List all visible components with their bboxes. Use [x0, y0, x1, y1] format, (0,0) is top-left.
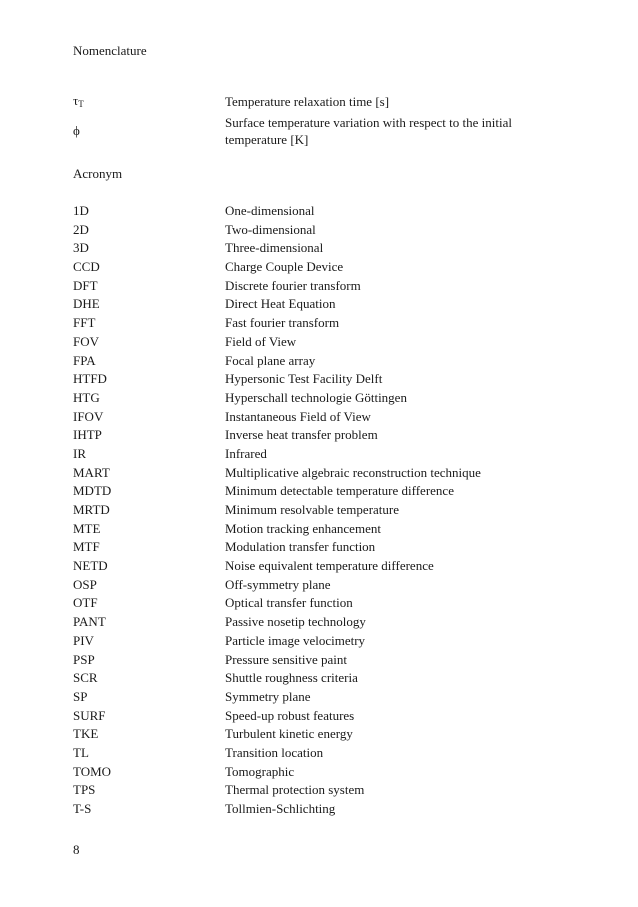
acronym-meaning: Hypersonic Test Facility Delft	[225, 371, 383, 387]
acronym-abbr: FFT	[73, 315, 96, 331]
acronym-abbr: NETD	[73, 558, 108, 574]
acronym-abbr: SURF	[73, 707, 106, 723]
acronym-row	[73, 277, 481, 296]
symbol-row	[73, 93, 553, 113]
acronym-row	[73, 520, 481, 539]
acronym-abbr: IHTP	[73, 427, 102, 443]
acronym-row	[73, 538, 481, 557]
acronym-row	[73, 800, 481, 819]
acronym-row	[73, 239, 481, 258]
acronym-abbr: MDTD	[73, 483, 112, 499]
acronym-meaning: Fast fourier transform	[225, 315, 340, 331]
acronym-row	[73, 501, 481, 520]
acronym-meaning: Instantaneous Field of View	[225, 408, 371, 424]
acronym-abbr: 3D	[73, 240, 89, 256]
acronym-meaning: Tollmien-Schlichting	[225, 801, 336, 816]
acronym-row	[73, 707, 481, 726]
acronym-meaning: One-dimensional	[225, 203, 315, 218]
acronym-meaning: Three-dimensional	[225, 240, 324, 256]
acronym-meaning: Thermal protection system	[225, 782, 365, 798]
acronym-abbr: PIV	[73, 632, 94, 648]
page-number: 8	[73, 842, 80, 857]
acronym-row	[73, 594, 481, 613]
acronym-abbr: MRTD	[73, 502, 110, 517]
symbol-phi: ϕ	[73, 123, 80, 138]
acronym-meaning: Hyperschall technologie Göttingen	[225, 389, 407, 405]
acronym-abbr: IR	[73, 445, 86, 461]
acronym-abbr: CCD	[73, 259, 100, 275]
acronym-abbr: 1D	[73, 203, 89, 218]
acronym-meaning: Multiplicative algebraic reconstruction technique	[225, 464, 481, 480]
acronym-row	[73, 295, 481, 314]
acronym-meaning: Minimum resolvable temperature	[225, 502, 400, 517]
acronym-row	[73, 613, 481, 632]
symbol-subscript: T	[78, 99, 84, 109]
acronym-abbr: SCR	[73, 670, 98, 686]
acronym-row	[73, 557, 481, 576]
acronym-abbr: MTF	[73, 539, 100, 555]
acronym-meaning: Particle image velocimetry	[225, 632, 366, 648]
acronym-meaning: Inverse heat transfer problem	[225, 427, 378, 443]
acronym-abbr: SP	[73, 688, 88, 704]
acronym-abbr: TPS	[73, 782, 96, 798]
acronym-meaning: Field of View	[225, 333, 297, 349]
acronym-abbr: FOV	[73, 333, 100, 349]
acronym-meaning: Shuttle roughness criteria	[225, 670, 358, 686]
acronym-row	[73, 669, 481, 688]
acronym-abbr: OSP	[73, 576, 97, 592]
acronym-meaning: Speed-up robust features	[225, 707, 355, 723]
acronym-row	[73, 333, 481, 352]
acronym-heading: Acronym	[73, 166, 123, 181]
acronym-row	[73, 482, 481, 501]
acronym-abbr: PSP	[73, 651, 95, 667]
acronym-row	[73, 781, 481, 800]
acronym-abbr: 2D	[73, 221, 89, 237]
acronym-row	[73, 763, 481, 782]
acronym-meaning: Passive nosetip technology	[225, 614, 366, 630]
acronym-abbr: TOMO	[73, 763, 112, 779]
acronym-row	[73, 688, 481, 707]
acronym-row	[73, 352, 481, 371]
acronym-list	[73, 202, 481, 819]
acronym-meaning: Direct Heat Equation	[225, 296, 336, 312]
symbol-row	[73, 114, 553, 148]
acronym-row	[73, 632, 481, 651]
acronym-row	[73, 258, 481, 277]
acronym-row	[73, 576, 481, 595]
acronym-meaning: Noise equivalent temperature difference	[225, 558, 434, 574]
acronym-meaning: Focal plane array	[225, 352, 316, 368]
symbol-definition: Surface temperature variation with respect to the initial temperature [K]	[225, 115, 512, 147]
acronym-row	[73, 725, 481, 744]
acronym-row	[73, 651, 481, 670]
acronym-row	[73, 426, 481, 445]
acronym-meaning: Off-symmetry plane	[225, 576, 331, 592]
acronym-abbr: MART	[73, 464, 110, 480]
symbol-tau	[73, 93, 84, 109]
acronym-row	[73, 389, 481, 408]
symbol-definition: Temperature relaxation time [s]	[225, 94, 390, 109]
acronym-meaning: Tomographic	[225, 763, 295, 779]
page-title: Nomenclature	[73, 43, 147, 58]
acronym-row	[73, 445, 481, 464]
acronym-abbr: DHE	[73, 296, 100, 312]
symbol-glyph: τ	[73, 93, 79, 108]
acronym-meaning: Charge Couple Device	[225, 259, 344, 275]
acronym-abbr: OTF	[73, 595, 98, 611]
acronym-abbr: FPA	[73, 352, 96, 368]
acronym-row	[73, 221, 481, 240]
acronym-abbr: MTE	[73, 520, 101, 536]
acronym-abbr: TKE	[73, 726, 99, 742]
acronym-meaning: Modulation transfer function	[225, 539, 376, 555]
acronym-abbr: TL	[73, 744, 89, 760]
acronym-row	[73, 744, 481, 763]
acronym-meaning: Transition location	[225, 744, 324, 760]
acronym-meaning: Turbulent kinetic energy	[225, 726, 353, 742]
acronym-abbr: IFOV	[73, 408, 104, 424]
acronym-row	[73, 408, 481, 427]
acronym-row	[73, 464, 481, 483]
acronym-abbr: T-S	[73, 801, 92, 816]
acronym-meaning: Two-dimensional	[225, 221, 316, 237]
symbol-table	[73, 93, 553, 148]
acronym-meaning: Minimum detectable temperature difference	[225, 483, 454, 499]
acronym-meaning: Infrared	[225, 445, 267, 461]
acronym-row	[73, 370, 481, 389]
acronym-row	[73, 202, 481, 221]
acronym-meaning: Discrete fourier transform	[225, 277, 361, 293]
acronym-meaning: Motion tracking enhancement	[225, 520, 381, 536]
acronym-abbr: DFT	[73, 277, 98, 293]
acronym-meaning: Symmetry plane	[225, 688, 311, 704]
acronym-row	[73, 314, 481, 333]
acronym-abbr: HTG	[73, 389, 100, 405]
acronym-abbr: HTFD	[73, 371, 107, 387]
acronym-abbr: PANT	[73, 614, 106, 630]
acronym-meaning: Optical transfer function	[225, 595, 353, 611]
acronym-meaning: Pressure sensitive paint	[225, 651, 348, 667]
